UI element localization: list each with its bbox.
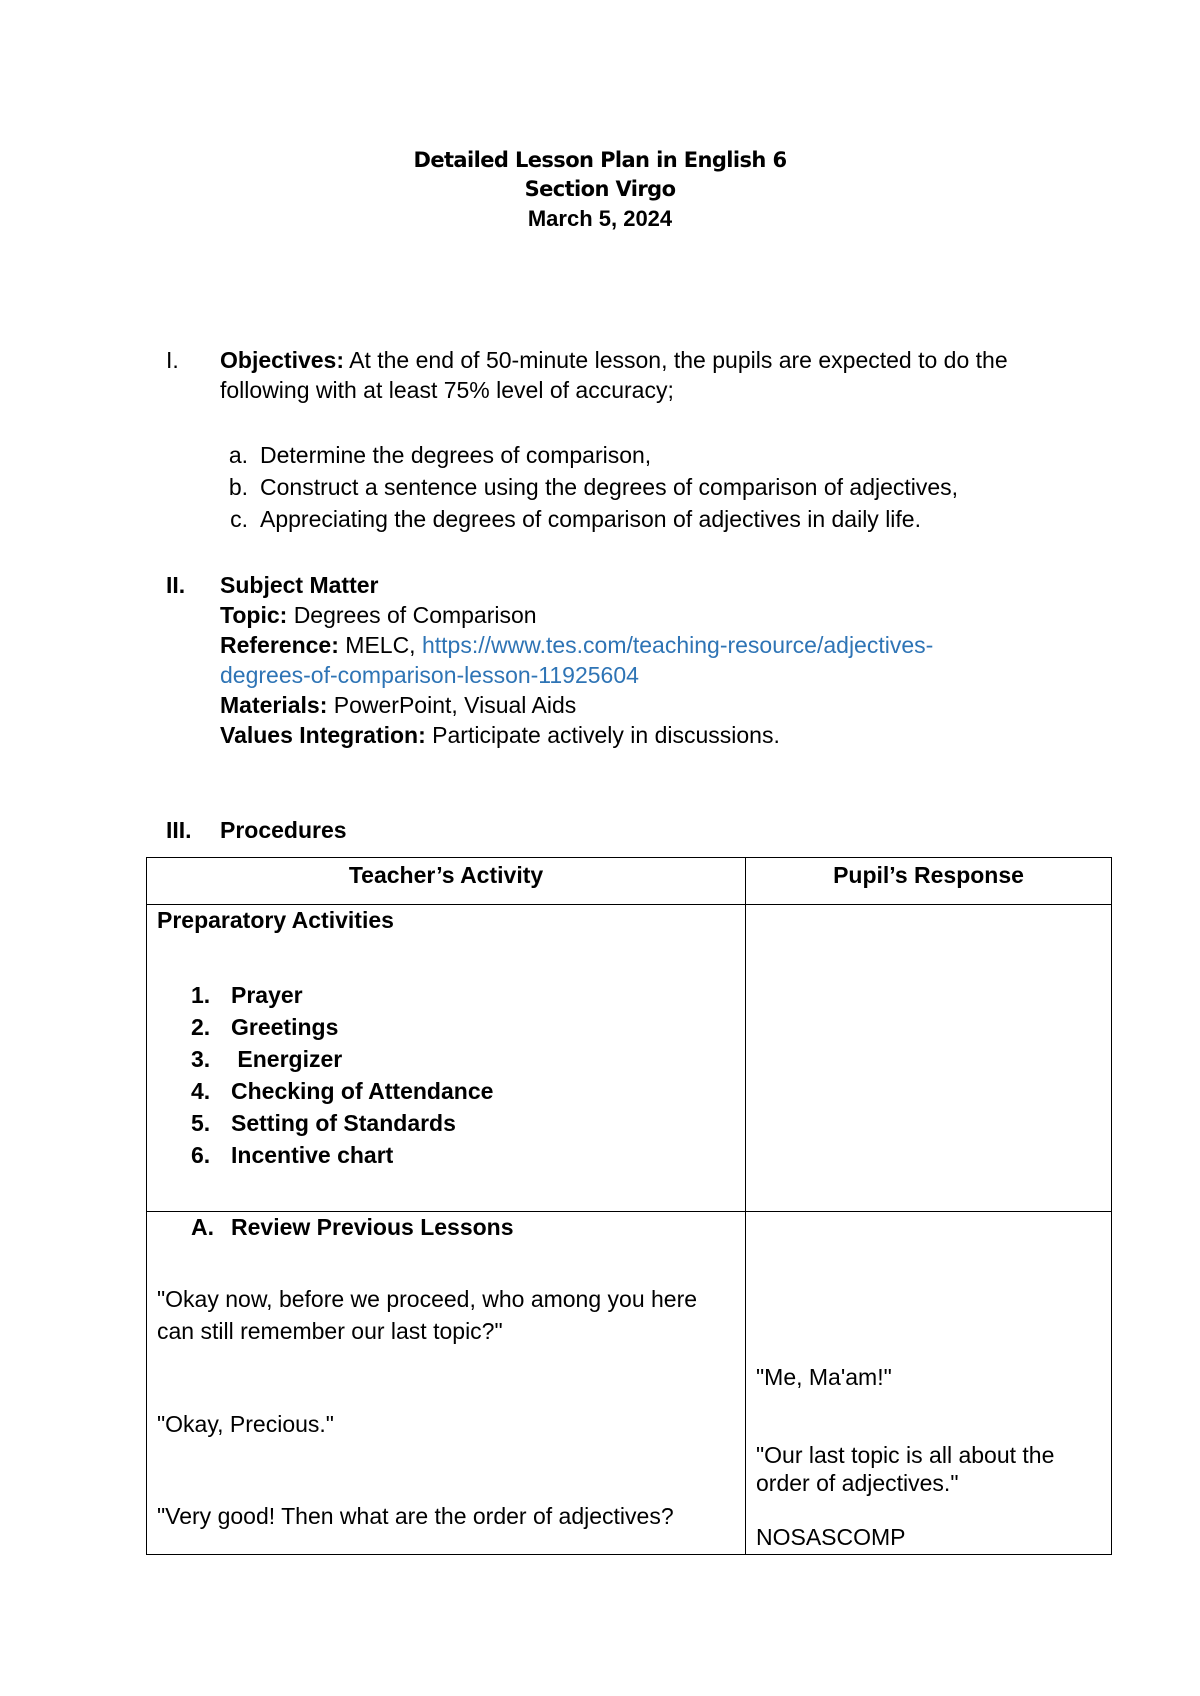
review-teacher-cell <box>147 1212 745 1554</box>
objectives-text: At the end of 50-minute lesson, the pupils are expected to do the following with at least 75% level of accuracy; <box>220 347 1008 403</box>
materials-line: Materials: PowerPoint, Visual Aids <box>220 692 577 718</box>
review-pupil-cell <box>746 1212 1111 1554</box>
pupil-response-2-cont: order of adjectives." <box>756 1470 959 1496</box>
preparatory-activities-cell: Preparatory Activities 1. Prayer 2. Greetings 3. Energizer 4. Checking of Attendance 5. Setting of Standards 6. Incentive chart <box>157 907 494 1168</box>
document-header <box>0 146 1200 233</box>
reference-link-continued[interactable]: degrees-of-comparison-lesson-11925604 <box>220 662 639 688</box>
pupil-response-2: "Our last topic is all about the <box>756 1442 1055 1468</box>
preparatory-title: Preparatory Activities <box>157 907 394 933</box>
pupil-response-3: NOSASCOMP <box>756 1524 906 1550</box>
teacher-activity-header: Teacher’s Activity <box>147 858 746 905</box>
table-row <box>147 1212 1112 1555</box>
pupil-response-header: Pupil’s Response <box>746 858 1112 905</box>
reference-link[interactable]: https://www.tes.com/teaching-resource/adjectives- <box>421 632 934 658</box>
document-title: Detailed Lesson Plan in English 6 <box>413 148 787 172</box>
teacher-question-1-cont: can still remember our last topic?" <box>157 1318 503 1344</box>
pupil-response-1: "Me, Ma'am!" <box>756 1364 892 1390</box>
subject-matter-heading: Subject Matter <box>220 572 379 598</box>
review-letter: A. <box>191 1214 214 1240</box>
objectives-label: Objectives: <box>220 347 344 373</box>
teacher-question-1: "Okay now, before we proceed, who among you here <box>157 1286 698 1312</box>
review-title: Review Previous Lessons <box>231 1214 514 1240</box>
subject-matter-numeral: II. <box>166 572 186 598</box>
procedures-numeral: III. <box>166 817 192 843</box>
table-row <box>147 905 1112 1212</box>
values-line: Values Integration: Participate actively in discussions. <box>220 722 780 748</box>
preparatory-response-cell <box>746 905 1111 1211</box>
teacher-question-3: "Very good! Then what are the order of adjectives? <box>157 1503 674 1529</box>
objectives-numeral: I. <box>166 347 179 373</box>
procedures-heading: Procedures <box>220 817 347 843</box>
teacher-question-2: "Okay, Precious." <box>157 1411 334 1437</box>
topic-value: Degrees of Comparison <box>293 602 537 628</box>
procedures-table <box>146 857 1112 1555</box>
document-date: March 5, 2024 <box>527 206 673 231</box>
topic-line: Topic: Degrees of Comparison <box>220 602 537 628</box>
table-header-row <box>147 858 1112 905</box>
reference-line: Reference: MELC, https://www.tes.com/teaching-resource/adjectives- <box>220 632 934 658</box>
document-section: Section Virgo <box>524 177 676 201</box>
